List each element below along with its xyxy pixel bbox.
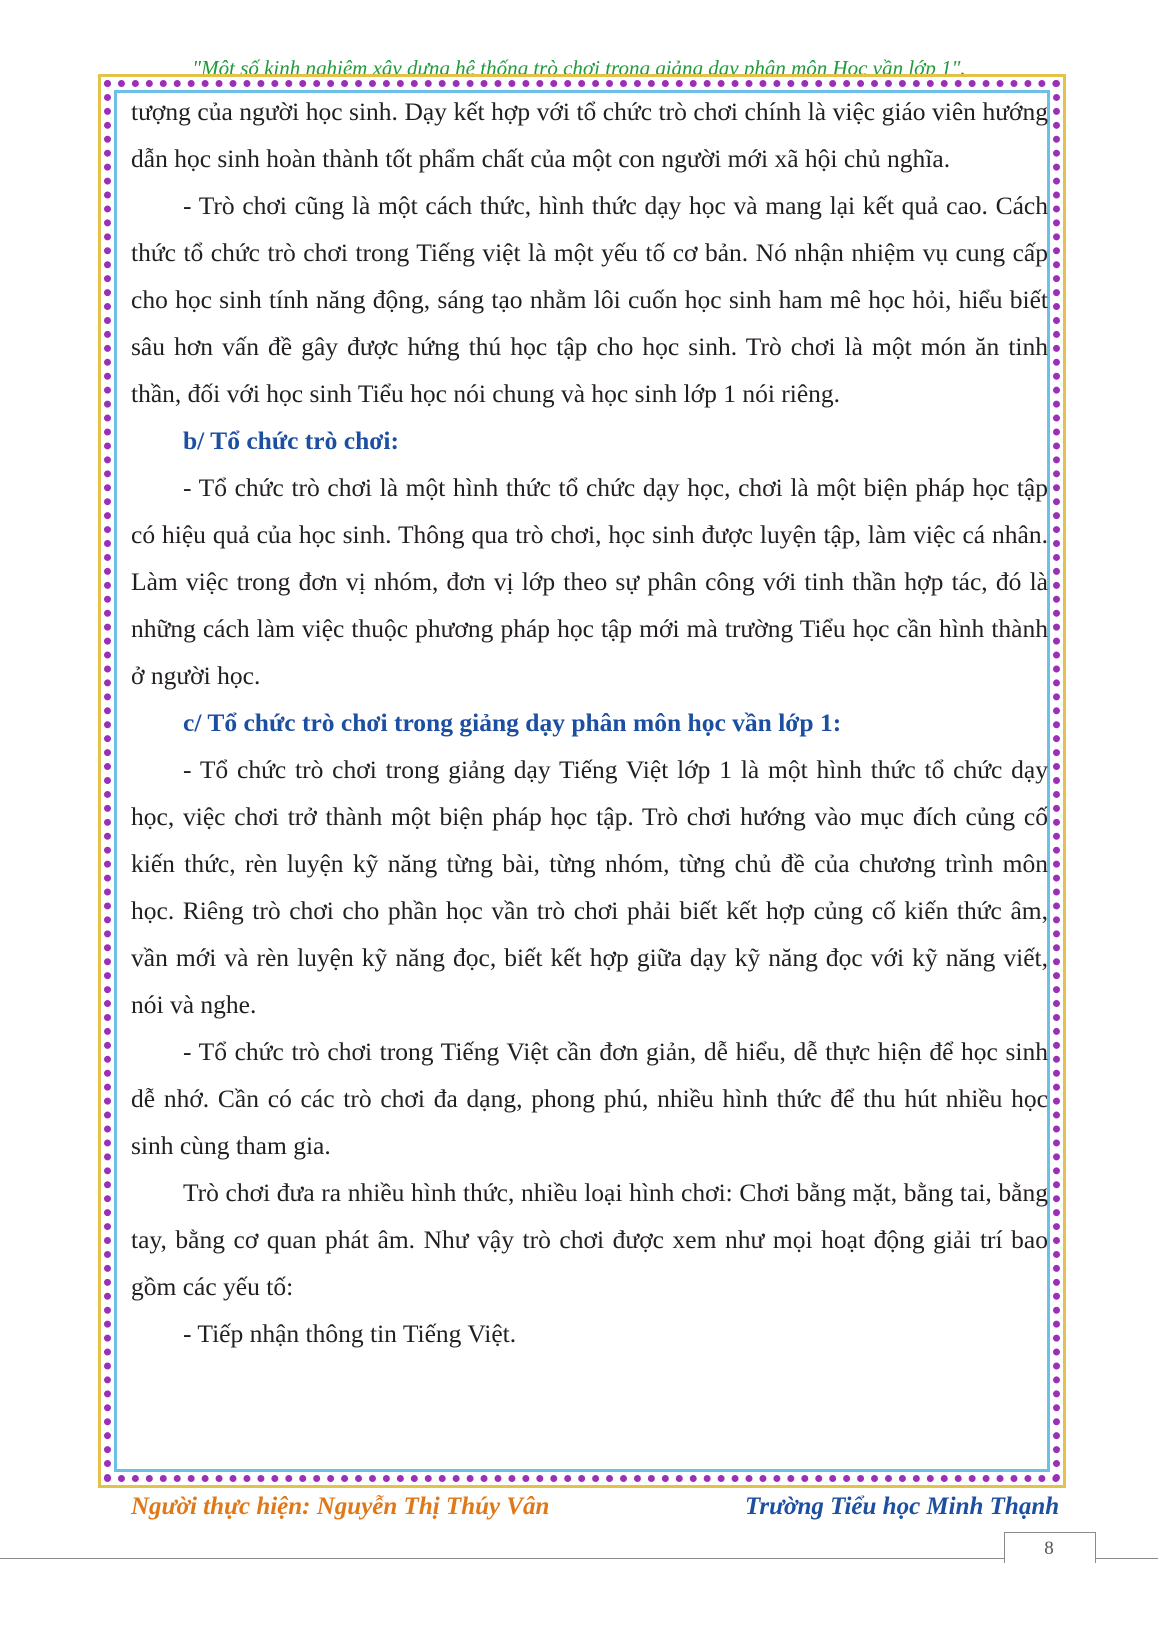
paragraph-3: - Tổ chức trò chơi là một hình thức tổ chức dạy học, chơi là một biện pháp học tập có hiệu quả của học sinh. Thông qua trò chơi, học sinh được luyện tập, làm việc cá nhân. Làm việc trong đơn vị nhóm, đơn vị lớp theo sự phân công với tinh thần hợp tác, đó là những cách làm việc thuộc phương pháp học tập mới mà trường Tiểu học cần hình thành ở người học. [131,473,1048,690]
document-body [131,88,1048,1357]
document-header-title: "Một số kinh nghiệm xây dựng hệ thống trò chơi trong giảng dạy phân môn Học vần lớp 1". [192,56,966,80]
paragraph-6: Trò chơi đưa ra nhiều hình thức, nhiều loại hình chơi: Chơi bằng mặt, bằng tai, bằng tay, bằng cơ quan phát âm. Như vậy trò chơi được xem như mọi hoạt động giải trí bao gồm các yếu tố: [131,1178,1048,1301]
footer-school: Trường Tiểu học Minh Thạnh [745,1493,1060,1520]
paragraph-7: - Tiếp nhận thông tin Tiếng Việt. [183,1319,517,1348]
section-heading-c: c/ Tổ chức trò chơi trong giảng dạy phân môn học vần lớp 1: [183,708,842,737]
paragraph-1: tượng của người học sinh. Dạy kết hợp với tổ chức trò chơi chính là việc giáo viên hướng dẫn học sinh hoàn thành tốt phẩm chất của một con người mới xã hội chủ nghĩa. [131,97,1048,173]
section-heading-b: b/ Tổ chức trò chơi: [183,426,399,455]
paragraph-2: - Trò chơi cũng là một cách thức, hình thức dạy học và mang lại kết quả cao. Cách thức tổ chức trò chơi trong Tiếng việt là một yếu tố cơ bản. Nó nhận nhiệm vụ cung cấp cho học sinh tính năng động, sáng tạo nhằm lôi cuốn học sinh ham mê học hỏi, hiểu biết sâu hơn vấn đề gây được hứng thú học tập cho học sinh. Trò chơi là một món ăn tinh thần, đối với học sinh Tiểu học nói chung và học sinh lớp 1 nói riêng. [131,191,1048,408]
footer-divider [0,1558,1158,1559]
paragraph-5: - Tổ chức trò chơi trong Tiếng Việt cần đơn giản, dễ hiểu, dễ thực hiện để học sinh dễ nhớ. Cần có các trò chơi đa dạng, phong phú, nhiều hình thức để thu hút nhiều học sinh cùng tham gia. [131,1037,1048,1160]
footer-author: Người thực hiện: Nguyễn Thị Thúy Vân [131,1493,550,1520]
paragraph-4: - Tổ chức trò chơi trong giảng dạy Tiếng Việt lớp 1 là một hình thức tổ chức dạy học, việc chơi trở thành một biện pháp học tập. Trò chơi hướng vào mục đích củng cố kiến thức, rèn luyện kỹ năng từng bài, từng nhóm, từng chủ đề của chương trình môn học. Riêng trò chơi cho phần học vần trò chơi phải biết kết hợp củng cố kiến thức âm, vần mới và rèn luyện kỹ năng đọc, biết kết hợp giữa dạy kỹ năng đọc với kỹ năng viết, nói và nghe. [131,755,1048,1019]
page-number: 8 [1044,1538,1054,1559]
